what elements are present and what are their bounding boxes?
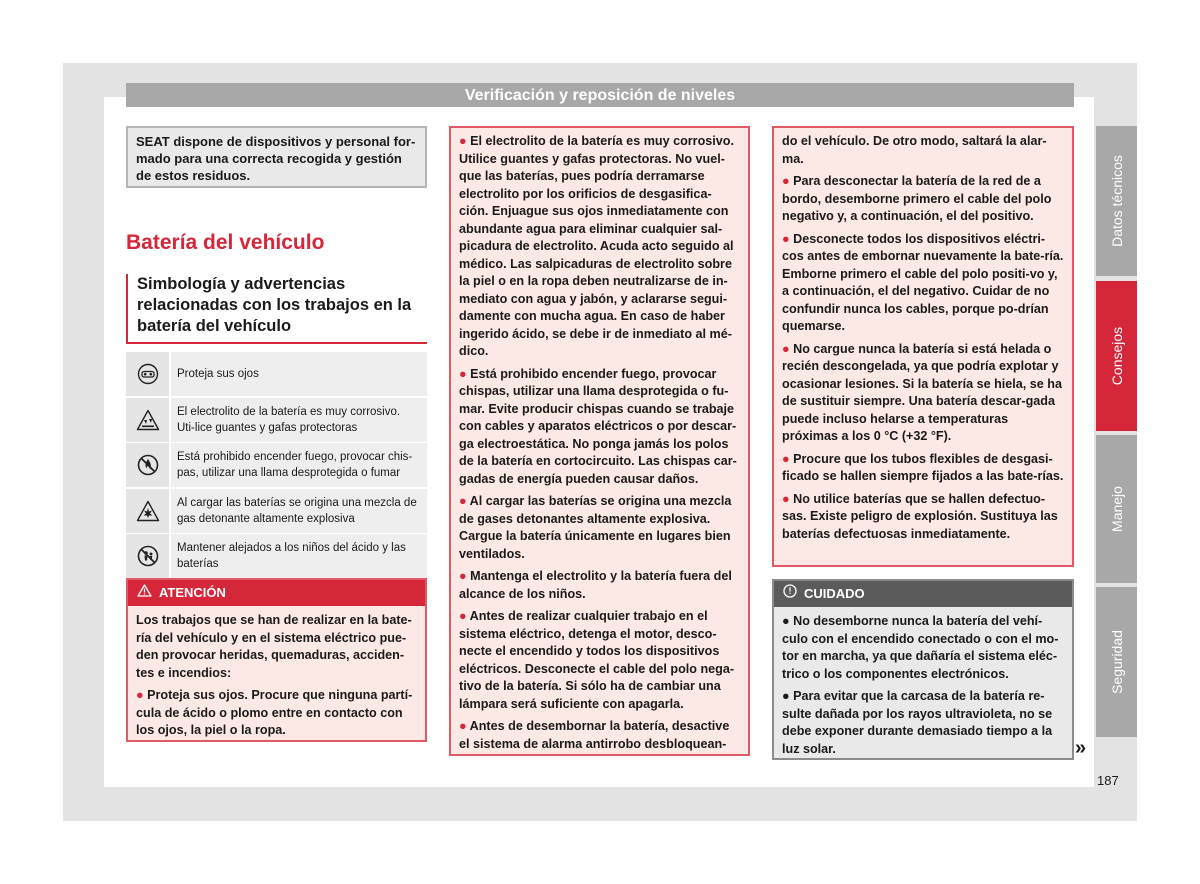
page-number: 187 [1097,773,1119,788]
goggles-icon [126,352,169,396]
warning-item: ● Para desconectar la batería de la red de a bordo, desemborne primero el cable del polo negativo y, a continuación, el del positivo. [782,174,1052,223]
bullet-icon: ● [782,614,794,628]
symbol-text: Está prohibido encender fuego, provocar chis-pas, utilizar una llama desprotegida o fumar [171,443,427,487]
recycling-note: SEAT dispone de dispositivos y personal for-mado para una correcta recogida y gestión de estos residuos. [126,126,427,188]
cuidado-item: ● No desemborne nunca la batería del vehí-culo con el encendido conectado o con el mo-tor en marcha, ya que dañaría el sistema eléc-trico o los componentes electrónicos. [782,614,1059,681]
page-header: Verificación y reposición de niveles [126,83,1074,107]
bullet-icon: ● [782,341,794,356]
continue-arrow-icon: » [1075,737,1087,759]
bullet-icon: ● [782,451,794,466]
bullet-icon: ● [459,609,470,623]
symbol-row [126,398,427,442]
explosive-icon [126,489,169,533]
sub-title: Simbología y advertencias relacionadas con los trabajos en la batería del vehículo [126,274,427,344]
warning-item: ● El electrolito de la batería es muy corrosivo. Utilice guantes y gafas protectoras. No vuel-que las baterías, pues podría derramarse electrolito por los orificios de desgasifica-ción. Enjuague sus ojos inmediatamente con abundante agua para eliminar cualquier sal-picadura de electrolito. Acuda acto seguido al médico. Las salpicaduras de electrolito sobre la piel o en la ropa deben neutralizarse de in-mediato con agua y jabón, y aclararse segui-damente con mucha agua. En caso de haber ingerido ácido, se debe ir de inmediato al mé-dico. [459,134,734,358]
bullet-icon: ● [459,719,470,733]
no-children-icon [126,534,169,578]
warning-column-1 [449,126,750,756]
section-title: Batería del vehículo [126,231,325,254]
symbol-text: Mantener alejados a los niños del ácido y las baterías [171,534,427,578]
cuidado-title: CUIDADO [804,586,865,601]
side-tab-datos-tecnicos[interactable]: Datos técnicos [1096,126,1137,276]
warning-item: ● No cargue nunca la batería si está helada o recién descongelada, ya que podría explotar y ocasionar lesiones. Si la batería se hiela, se ha de sustituir siempre. Una batería descar-gada puede incluso helarse a temperaturas próximas a los 0 °C (+32 °F). [782,341,1062,443]
warning-triangle-icon [137,580,152,606]
symbol-row [126,352,427,396]
symbol-text: El electrolito de la batería es muy corrosivo. Uti-lice guantes y gafas protectoras [171,398,427,442]
warning-item: ● Desconecte todos los dispositivos eléctri-cos antes de embornar nuevamente la bate-ría. Emborne primero el cable del polo positi-vo y, a continuación, el del negativo. Cuidar de no confundir nunca los cables, porque po-drían quemarse. [782,231,1064,333]
warning-item: ● No utilice baterías que se hallen defectuo-sas. Existe peligro de explosión. Sustituya las baterías defectuosas inmediatamente. [782,491,1058,541]
corrosive-icon [126,398,169,442]
atencion-header [128,580,425,606]
symbol-row [126,443,427,487]
symbol-text: Al cargar las baterías se origina una mezcla de gas detonante altamente explosiva [171,489,427,533]
bullet-icon: ● [459,569,471,583]
warning-item: ● Procure que los tubos flexibles de desgasi-ficado se hallen siempre fijados a las bate-rías. [782,451,1064,483]
symbol-row [126,489,427,533]
symbol-text: Proteja sus ojos [171,352,427,396]
bullet-icon: ● [136,688,148,702]
bullet-icon: ● [782,231,794,246]
warning-column-2 [772,126,1074,567]
side-tab-seguridad[interactable]: Seguridad [1096,587,1137,737]
atencion-box [126,578,427,742]
side-tab-manejo[interactable]: Manejo [1096,435,1137,583]
bullet-icon: ● [782,174,794,188]
warning-item: ● Antes de realizar cualquier trabajo en el sistema eléctrico, detenga el motor, desco-necte el encendido y todos los dispositivos eléctricos. Desconecte el cable del polo nega-tivo de la batería. Si sólo ha de cambiar una lámpara será suficiente con apagarla. [459,609,735,711]
atencion-body [128,606,425,751]
bullet-icon: ● [459,134,471,148]
symbol-table [126,352,427,580]
warning-item: ● Al cargar las baterías se origina una mezcla de gases detonantes altamente explosiva. Cargue la batería únicamente en lugares bien ventilados. [459,494,732,561]
bullet-icon: ● [782,491,794,506]
cuidado-body [774,607,1072,769]
bullet-icon: ● [459,366,471,381]
info-circle-icon [783,581,797,607]
no-fire-icon [126,443,169,487]
atencion-title: ATENCIÓN [159,585,226,600]
atencion-item: ● Proteja sus ojos. Procure que ninguna partí-cula de ácido o plomo entre en contacto con los ojos, la piel o la ropa. [136,688,413,737]
warning-continuation: do el vehículo. De otro modo, saltará la alar-ma. [782,134,1047,166]
atencion-intro: Los trabajos que se han de realizar en la bate-ría del vehículo y en el sistema eléctrico pue-den provocar heridas, quemaduras, acciden-tes e incendios: [136,613,412,680]
side-tab-consejos[interactable]: Consejos [1096,281,1137,431]
warning-item: ● Antes de desembornar la batería, desactive el sistema de alarma antirrobo desbloquean- [459,719,730,751]
warning-item: ● Mantenga el electrolito y la batería fuera del alcance de los niños. [459,569,732,601]
symbol-row [126,534,427,578]
cuidado-header [774,581,1072,607]
bullet-icon: ● [782,689,794,703]
cuidado-item: ● Para evitar que la carcasa de la batería re-sulte dañada por los rayos ultravioleta, no se debe exponer durante demasiado tiempo a la luz solar. [782,689,1053,756]
bullet-icon: ● [459,494,470,508]
warning-item: ● Está prohibido encender fuego, provocar chispas, utilizar una llama desprotegida o fu-mar. Evite producir chispas cuando se trabaje con cables y aparatos eléctricos o por descar-ga electroestática. No ponga jamás los polos de la batería en cortocircuito. Las chispas car-gadas de energía pueden causar daños. [459,366,737,486]
cuidado-box [772,579,1074,760]
